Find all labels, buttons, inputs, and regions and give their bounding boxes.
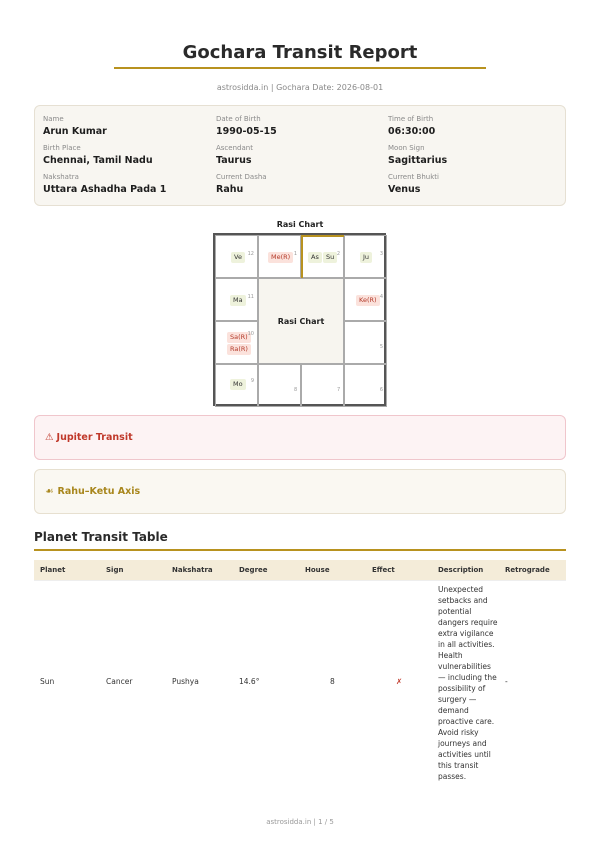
house-number: 3 — [379, 251, 383, 257]
house-number: 5 — [379, 344, 383, 350]
name-value: Arun Kumar — [43, 126, 107, 137]
tob-label: Time of Birth — [388, 115, 434, 123]
house-6-cell — [344, 364, 387, 407]
page-footer: astrosidda.in | 1 / 5 — [266, 818, 334, 826]
house-number: 2 — [336, 251, 340, 257]
table-header — [34, 560, 566, 580]
cell-effect-icon: ✗ — [396, 677, 403, 686]
house-8-cell — [258, 364, 301, 407]
bhukti-field — [388, 173, 439, 196]
house-number: 10 — [247, 331, 254, 337]
col-planet: Planet — [40, 566, 66, 574]
col-description: Description — [438, 566, 484, 574]
cell-house: 8 — [330, 677, 335, 686]
planet-ketu: Ke(R) — [356, 295, 380, 306]
nakshatra-field — [43, 173, 166, 196]
house-number: 11 — [247, 294, 254, 300]
house-9-cell — [215, 364, 258, 407]
rasi-chart-title: Rasi Chart — [276, 220, 324, 229]
section-divider — [34, 549, 566, 551]
warning-icon: ⚠ — [45, 432, 54, 443]
birthplace-value: Chennai, Tamil Nadu — [43, 155, 153, 166]
house-1-cell — [258, 235, 301, 278]
col-degree: Degree — [239, 566, 268, 574]
report-subtitle: astrosidda.in | Gochara Date: 2026-08-01 — [216, 83, 384, 92]
bhukti-label: Current Bhukti — [388, 173, 439, 181]
dasha-value: Rahu — [216, 184, 244, 195]
cell-nakshatra: Pushya — [172, 677, 199, 686]
ascendant-value: Taurus — [216, 155, 252, 166]
planet-sun: Su — [323, 252, 337, 263]
house-4-cell — [344, 278, 387, 321]
col-sign: Sign — [106, 566, 124, 574]
tob-field — [388, 115, 435, 138]
title-divider — [114, 67, 486, 69]
rasi-chart — [213, 233, 386, 406]
house-3-cell — [344, 235, 387, 278]
ascendant-label: Ascendant — [216, 144, 253, 152]
house-5-cell — [344, 321, 387, 364]
house-number: 8 — [294, 387, 298, 393]
dasha-label: Current Dasha — [216, 173, 267, 181]
col-effect: Effect — [372, 566, 395, 574]
tob-value: 06:30:00 — [388, 126, 436, 137]
house-10-cell — [215, 321, 258, 364]
birthplace-label: Birth Place — [43, 144, 81, 152]
planet-saturn: Sa(R) — [227, 332, 251, 343]
house-number: 7 — [337, 387, 341, 393]
cell-retrograde: - — [505, 677, 508, 686]
cell-description: Unexpected setbacks and potential dangers require extra vigilance in all activities. Health vulnerabilities — including the possibility of surgery — demand proactive care. Avoid risky journeys and activities until this transit passes. — [438, 585, 498, 781]
table-divider — [34, 580, 566, 581]
nakshatra-value: Uttara Ashadha Pada 1 — [43, 184, 167, 195]
moon-sign-field — [388, 144, 447, 167]
name-field — [43, 115, 107, 138]
house-7-cell — [301, 364, 344, 407]
cell-planet: Sun — [40, 677, 55, 686]
house-2-cell — [301, 235, 344, 278]
rahu-ketu-label: Rahu–Ketu Axis — [57, 486, 141, 497]
nakshatra-label: Nakshatra — [43, 173, 79, 181]
birthplace-field — [43, 144, 153, 167]
planet-rahu: Ra(R) — [227, 344, 251, 355]
table-section-title: Planet Transit Table — [34, 530, 168, 544]
dasha-field — [216, 173, 267, 196]
dob-value: 1990-05-15 — [216, 126, 277, 137]
planet-venus: Ve — [231, 252, 245, 263]
report-title: Gochara Transit Report — [182, 42, 418, 63]
birth-details-card — [34, 105, 566, 206]
house-number: 9 — [250, 378, 254, 384]
chart-center-label: Rasi Chart — [258, 278, 344, 364]
house-11-cell — [215, 278, 258, 321]
planet-ascendant: As — [308, 252, 322, 263]
rahu-ketu-alert[interactable] — [34, 469, 566, 514]
house-12-cell — [215, 235, 258, 278]
dob-label: Date of Birth — [216, 115, 261, 123]
jupiter-transit-label: Jupiter Transit — [56, 432, 133, 443]
moon-sign-label: Moon Sign — [388, 144, 425, 152]
planet-moon: Mo — [230, 379, 246, 390]
house-number: 1 — [293, 251, 297, 257]
ascendant-field — [216, 144, 253, 167]
planet-mercury: Me(R) — [268, 252, 293, 263]
cell-sign: Cancer — [106, 677, 133, 686]
bhukti-value: Venus — [388, 184, 421, 195]
planet-jupiter: Ju — [360, 252, 372, 263]
house-number: 4 — [379, 294, 383, 300]
jupiter-transit-alert[interactable] — [34, 415, 566, 460]
house-number: 12 — [247, 251, 254, 257]
name-label: Name — [43, 115, 64, 123]
col-nakshatra: Nakshatra — [172, 566, 213, 574]
col-house: House — [305, 566, 330, 574]
dob-field — [216, 115, 277, 138]
moon-sign-value: Sagittarius — [388, 155, 448, 166]
rahu-ketu-icon: ☙ — [45, 486, 54, 497]
cell-degree: 14.6° — [239, 677, 260, 686]
planet-mars: Ma — [230, 295, 246, 306]
house-number: 6 — [379, 387, 383, 393]
col-retrograde: Retrograde — [505, 566, 550, 574]
